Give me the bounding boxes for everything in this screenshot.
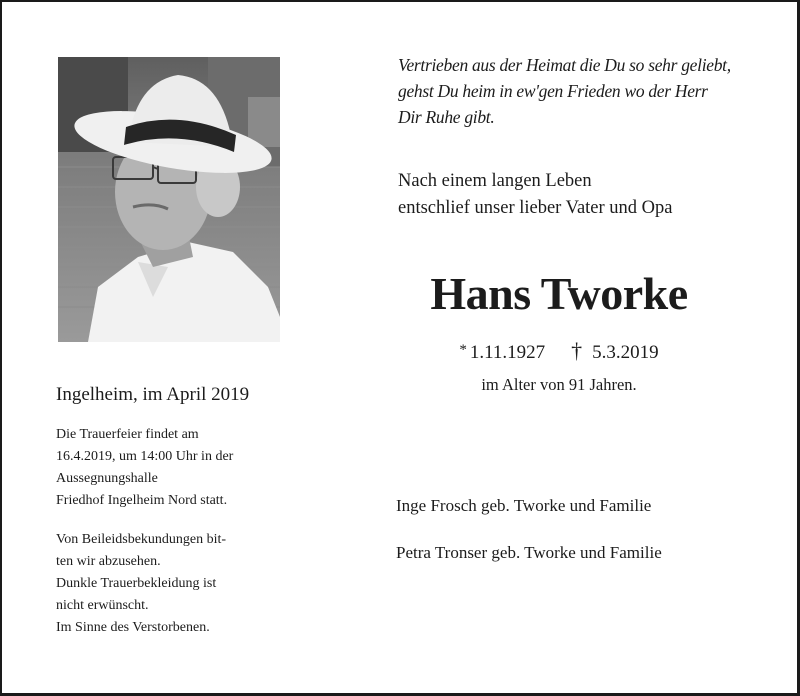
mourners-list (396, 494, 662, 588)
verse-line: Vertrieben aus der Heimat die Du so sehr geliebt, (398, 55, 731, 75)
birth-date: 1.11.1927 (469, 342, 546, 363)
condolence-notes (56, 529, 296, 639)
ceremony-line: Friedhof Ingelheim Nord statt. (56, 493, 228, 508)
verse-line: gehst Du heim in ew'gen Frieden wo der Herr (398, 81, 708, 101)
ceremony-line: Die Trauerfeier findet am (56, 427, 199, 442)
death-cross-icon: † (571, 338, 583, 363)
notes-line: Im Sinne des Verstorbenen. (56, 620, 210, 635)
verse-quote (398, 52, 768, 130)
intro-line: Nach einem langen Leben (398, 171, 592, 191)
birth-star-icon: * (459, 342, 467, 358)
portrait-image (58, 57, 280, 342)
ceremony-line: Aussegnungshalle (56, 471, 158, 486)
verse-line: Dir Ruhe gibt. (398, 107, 495, 127)
ceremony-info (56, 424, 296, 512)
death-date: 5.3.2019 (592, 342, 659, 363)
mourner-entry: Inge Frosch geb. Tworke und Familie (396, 496, 652, 515)
intro-line: entschlief unser lieber Vater und Opa (398, 198, 673, 218)
ceremony-line: 16.4.2019, um 14:00 Uhr in der (56, 449, 234, 464)
notes-line: Von Beileidsbekundungen bit- (56, 532, 227, 547)
intro-text (398, 168, 768, 222)
age-text: im Alter von 91 Jahren. (481, 375, 637, 394)
life-dates (394, 336, 724, 367)
portrait-photo (58, 57, 280, 342)
notes-line: Dunkle Trauerbekleidung ist (56, 576, 217, 591)
notes-line: nicht erwünscht. (56, 598, 149, 613)
deceased-name: Hans Tworke (430, 268, 688, 319)
mourner-entry: Petra Tronser geb. Tworke und Familie (396, 543, 662, 562)
notes-line: ten wir abzusehen. (56, 554, 161, 569)
place-date: Ingelheim, im April 2019 (56, 384, 250, 405)
